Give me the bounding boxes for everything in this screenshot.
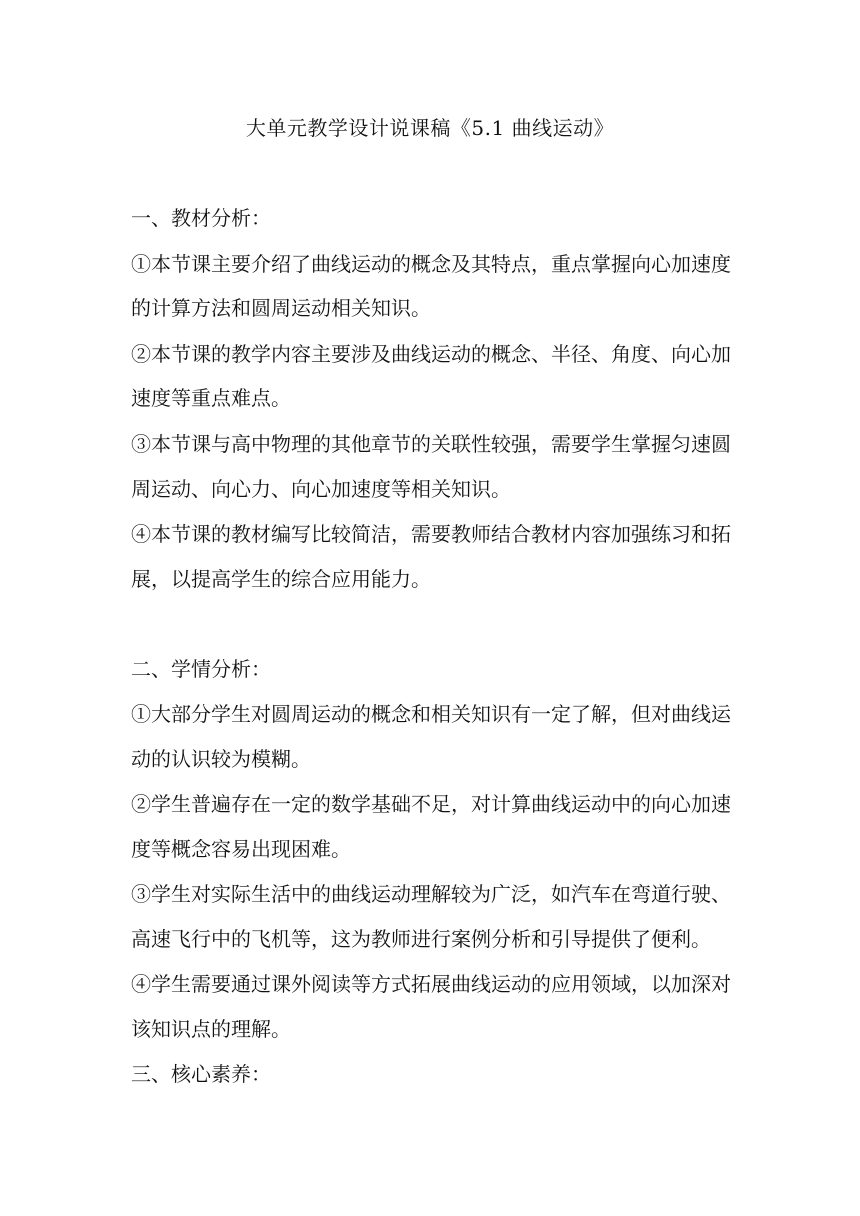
paragraph-line: ②本节课的教学内容主要涉及曲线运动的概念、半径、角度、向心加 (131, 342, 731, 366)
paragraph-line: 该知识点的理解。 (131, 1017, 291, 1041)
document-title: 大单元教学设计说课稿《5.1 曲线运动》 (245, 116, 615, 140)
section-heading-core-literacy: 三、核心素养： (131, 1062, 271, 1086)
paragraph-line: ④学生需要通过课外阅读等方式拓展曲线运动的应用领域，以加深对 (131, 972, 731, 996)
paragraph-line: ②学生普遍存在一定的数学基础不足，对计算曲线运动中的向心加速 (131, 792, 731, 816)
paragraph-line: ①大部分学生对圆周运动的概念和相关知识有一定了解，但对曲线运 (131, 702, 731, 726)
paragraph-line: 展，以提高学生的综合应用能力。 (131, 567, 431, 591)
paragraph-line: ①本节课主要介绍了曲线运动的概念及其特点，重点掌握向心加速度 (131, 252, 731, 276)
paragraph-line: 的计算方法和圆周运动相关知识。 (131, 296, 431, 320)
paragraph-line: ④本节课的教材编写比较简洁，需要教师结合教材内容加强练习和拓 (131, 522, 731, 546)
section-heading-student-analysis: 二、学情分析： (131, 657, 271, 681)
paragraph-line: 度等概念容易出现困难。 (131, 837, 351, 861)
paragraph-line: ③学生对实际生活中的曲线运动理解较为广泛，如汽车在弯道行驶、 (131, 882, 731, 906)
paragraph-line: 周运动、向心力、向心加速度等相关知识。 (131, 477, 511, 501)
paragraph-line: 动的认识较为模糊。 (131, 747, 311, 771)
paragraph-line: 高速飞行中的飞机等，这为教师进行案例分析和引导提供了便利。 (131, 927, 711, 951)
paragraph-line: 速度等重点难点。 (131, 386, 291, 410)
paragraph-line: ③本节课与高中物理的其他章节的关联性较强，需要学生掌握匀速圆 (131, 432, 731, 456)
section-heading-textbook-analysis: 一、教材分析： (131, 206, 271, 230)
